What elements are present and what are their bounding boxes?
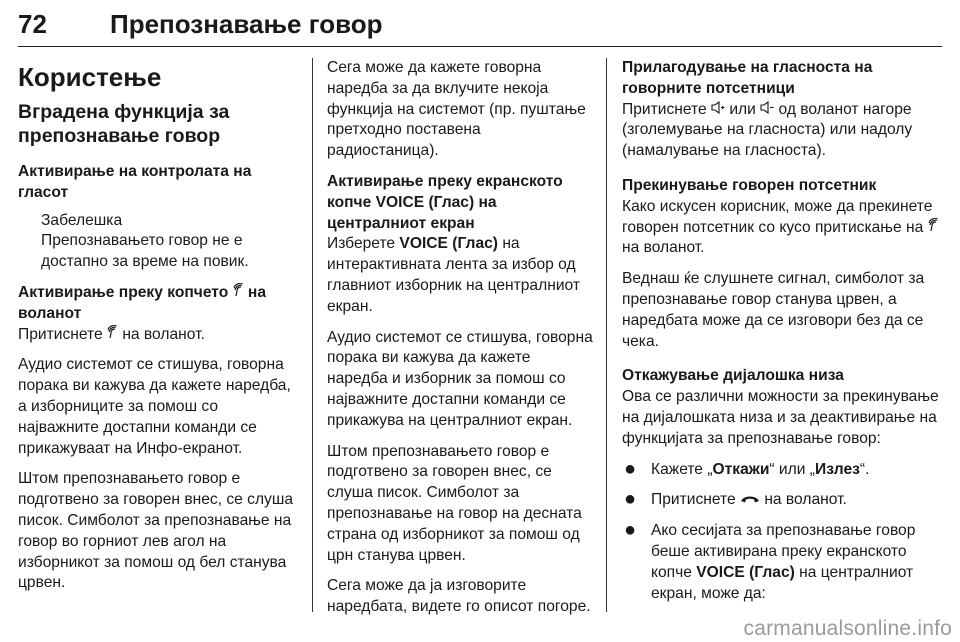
heading-text-post: на воланот — [18, 283, 267, 322]
page-number: 72 — [18, 9, 47, 39]
bullet-item — [622, 457, 948, 481]
volume-down-icon — [760, 100, 774, 121]
heading-interrupt: Прекинување говорен потсетник — [622, 176, 877, 194]
paragraph-interrupt — [622, 197, 948, 259]
text-post: на воланот. — [622, 239, 705, 257]
paragraph-press — [18, 325, 302, 346]
column-2 — [327, 58, 593, 628]
page-header — [18, 6, 942, 46]
text-post: на централниот екран, може да: — [651, 563, 914, 602]
voice-button-label: VOICE (Глас) — [399, 235, 498, 253]
header-rule — [18, 46, 942, 47]
paragraph-select — [327, 234, 593, 317]
note-block — [18, 211, 302, 273]
note-label: Забелешка — [41, 211, 123, 229]
bullet-dot: ● — [624, 488, 637, 511]
text-post: на воланот. — [759, 491, 847, 509]
paragraph-audio: Аудио системот се стишува, говорна порака ви кажува да кажете наредба, а изборниците за помош со најважните достапни команди се прикажуваат на Инфо-екранот. — [18, 356, 291, 457]
text: Притиснете — [651, 491, 740, 509]
section-title: Користење — [18, 62, 162, 92]
command-cancel: Откажи — [712, 460, 770, 478]
bullet-dot: ● — [624, 457, 637, 480]
voice-button-label: VOICE (Глас) — [696, 563, 795, 581]
paragraph-audio: Аудио системот се стишува, говорна порака ви кажува да кажете наредба и изборник за помош со најважните достапни команди се прикажува на централниот екран. — [327, 328, 593, 429]
text: Ако сесијата за препознавање говор беше активирана преку екранското копче — [651, 522, 916, 581]
text: Притиснете — [18, 325, 107, 343]
voice-control-icon — [107, 325, 118, 346]
column-divider-1 — [312, 58, 313, 612]
heading-text: Активирање преку копчето — [18, 283, 233, 301]
paragraph-now-speak: Сега може да ја изговорите наредбата, видете го описот погоре. — [327, 577, 591, 616]
heading-cancel: Откажување дијалошка низа — [622, 367, 844, 385]
bullet-dot: ● — [624, 519, 637, 542]
text-post: на воланот. — [117, 325, 205, 343]
text-post: на интерактивната лента за избор од главниот изборник на централниот екран. — [327, 235, 581, 315]
paragraph-now-say: Сега може да кажете говорна наредба за да вклучите некоја функција на системот (пр. пуштање претходно поставена радиостаница). — [327, 59, 586, 160]
text: Како искусен корисник, може да прекинете говорен потсетник со кусо притискање на — [622, 197, 933, 236]
bullet-item — [622, 521, 948, 604]
bullet-item — [622, 490, 948, 511]
heading-activate-voice-control: Активирање на контролата на гласот — [18, 163, 252, 201]
column-1 — [18, 58, 302, 604]
volume-up-icon — [711, 100, 725, 121]
subsection-title: Вградена функција за препознавање говор — [18, 101, 230, 147]
command-exit: Излез — [814, 460, 860, 478]
text: Притиснете — [622, 100, 711, 118]
column-3 — [622, 58, 948, 614]
watermark: carmanualsonline.info — [743, 617, 952, 640]
text: Изберете — [327, 235, 400, 253]
heading-activate-via-screen: Активирање преку екранското копче VOICE (Глас) на централниот екран — [327, 172, 563, 232]
paragraph-beep: Веднаш ќе слушнете сигнал, симболот за препознавање говор станува црвен, а наредбата може да се изговори без да се чека. — [622, 270, 925, 350]
voice-control-icon — [233, 283, 244, 304]
hang-up-icon — [740, 490, 760, 511]
voice-control-icon — [928, 218, 939, 239]
heading-volume: Прилагодување на гласноста на говорните потсетници — [622, 59, 873, 97]
heading-activate-via-button — [18, 283, 302, 325]
note-text: Препознавањето говор не е достапно за време на повик. — [41, 232, 249, 271]
paragraph-volume — [622, 100, 948, 162]
text-mid: “ или „ — [769, 460, 815, 478]
text-post: од воланот нагоре (зголемување на гласноста) или надолу (намалување на гласноста). — [622, 100, 913, 160]
text-post: “. — [859, 460, 870, 478]
paragraph-cancel: Ова се различни можности за прекинување на дијалошката низа и за деактивирање на функцијата за препознавање говор: — [622, 388, 939, 447]
text-mid: или — [724, 100, 761, 118]
text: Кажете „ — [651, 460, 713, 478]
paragraph-ready: Штом препознавањето говор е подготвено за говорен внес, се слуша писок. Симболот за препознавање на говор на десната страна од изборникот за помош од црн станува црвен. — [327, 442, 582, 564]
column-divider-2 — [606, 58, 607, 612]
paragraph-ready: Штом препознавањето говор е подготвено за говорен внес, се слуша писок. Симболот за препознавање на говор во горниот лев агол на изборникот за помош од бел станува црвен. — [18, 470, 294, 592]
page-title: Препознавање говор — [110, 9, 383, 39]
